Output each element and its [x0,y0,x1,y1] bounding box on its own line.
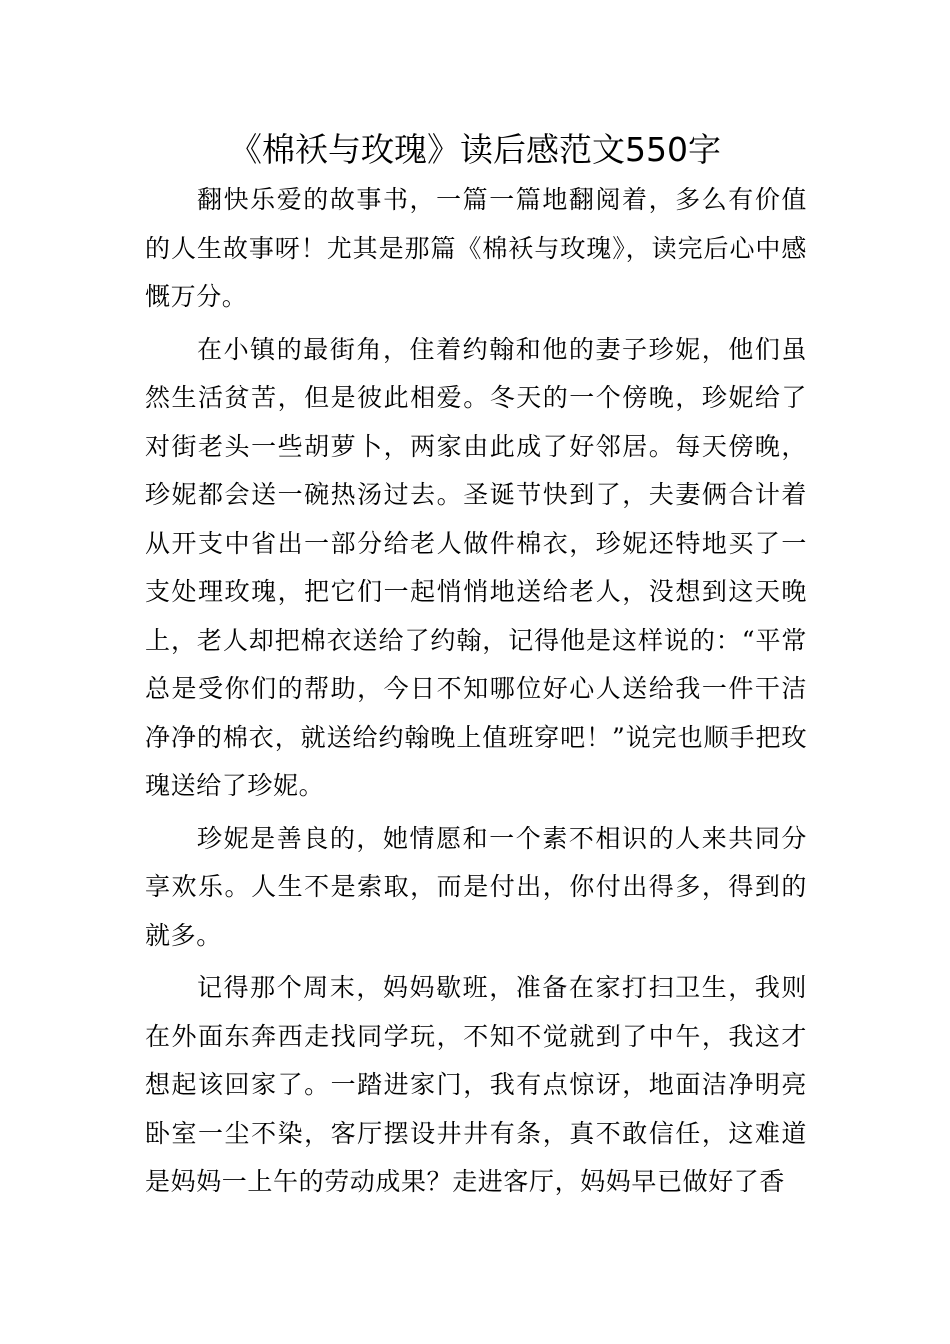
document-title: 《棉袄与玫瑰》读后感范文550字 [229,130,721,169]
paragraph-1: 翻快乐爱的故事书，一篇一篇地翻阅着，多么有价值的人生故事呀！尤其是那篇《棉袄与玫瑰》，读完后心中感慨万分。 [145,185,807,311]
document-body [145,176,807,1211]
paragraph-2: 在小镇的最街角，住着约翰和他的妻子珍妮，他们虽然生活贫苦，但是彼此相爱。冬天的一个傍晚，珍妮给了对街老头一些胡萝卜，两家由此成了好邻居。每天傍晚，珍妮都会送一碗热汤过去。圣诞节快到了，夫妻俩合计着从开支中省出一部分给老人做件棉衣，珍妮还特地买了一支处理玫瑰，把它们一起悄悄地送给老人，没想到这天晚上，老人却把棉衣送给了约翰，记得他是这样说的：“平常总是受你们的帮助，今日不知哪位好心人送给我一件干洁净净的棉衣，就送给约翰晚上值班穿吧！”说完也顺手把玫瑰送给了珍妮。 [145,334,807,800]
paragraph-3: 珍妮是善良的，她情愿和一个素不相识的人来共同分享欢乐。人生不是索取，而是付出，你付出得多，得到的就多。 [145,823,807,950]
paragraph-4: 记得那个周末，妈妈歇班，准备在家打扫卫生，我则在外面东奔西走找同学玩，不知不觉就到了中午，我这才想起该回家了。一踏进家门，我有点惊讶，地面洁净明亮卧室一尘不染，客厅摆设井井有条，真不敢信任，这难道是妈妈一上午的劳动成果？走进客厅，妈妈早已做好了香 [145,973,807,1196]
